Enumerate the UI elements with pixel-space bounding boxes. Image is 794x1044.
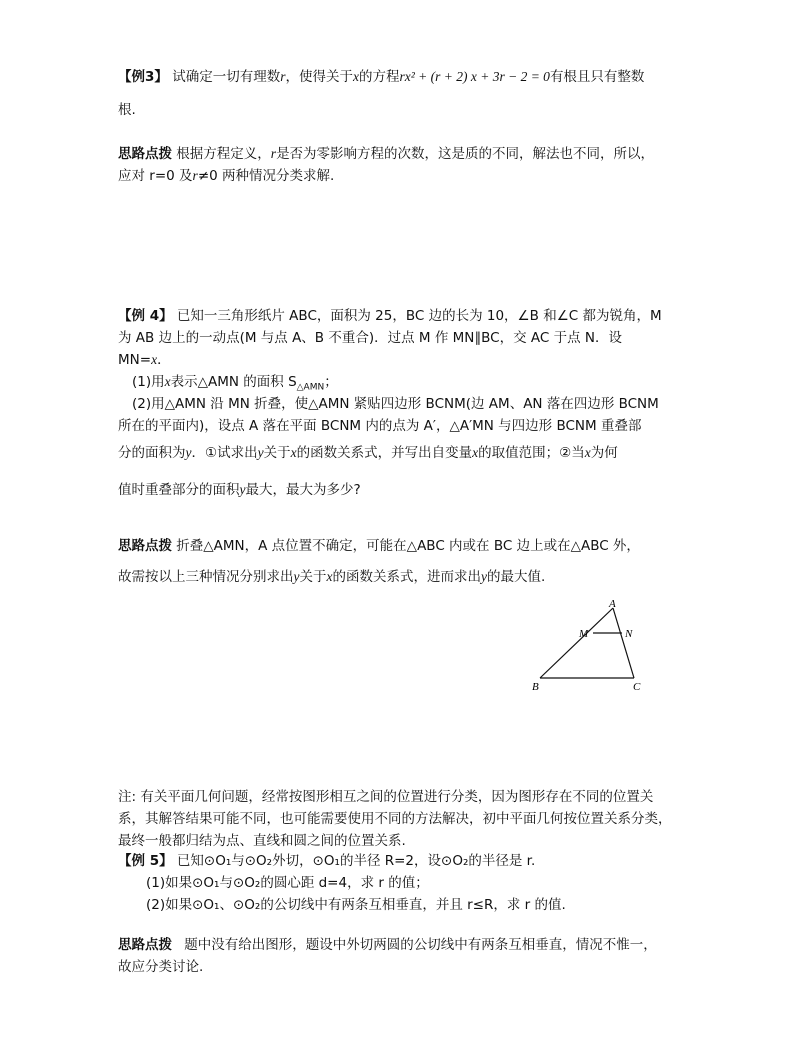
example-3-line-2 [118,99,678,121]
hint-5-line-2 [118,956,678,978]
label-b: B [532,681,539,693]
text: 已知⊙O₁与⊙O₂外切，⊙O₁的半径 R=2，设⊙O₂的半径是 r. [176,853,536,869]
var: y [239,482,246,497]
example-5-q1 [146,872,706,894]
text: 故需按以上三种情况分别求出 [118,569,294,585]
var: x [326,569,333,584]
text: 值时重叠部分的面积 [118,482,240,498]
side-ab [540,608,613,678]
var: y [257,445,264,460]
text: 根. [118,102,136,118]
var: x [352,69,359,84]
hint-5-label: 思路点拨 [118,937,172,953]
note-line-3 [118,830,678,852]
hint-3-line-2 [118,165,678,187]
note-line-1 [118,786,678,808]
text: 已知一三角形纸片 ABC，面积为 25，BC 边的长为 10，∠B 和∠C 都为锐角，M [176,308,662,324]
text: MN= [118,352,152,368]
example-5-line-1 [118,850,678,872]
var: r [280,69,286,84]
var: y [481,569,487,584]
hint-3-line-1 [118,143,678,165]
text: 的方程 [358,69,400,85]
example-4-tag: 【例 4】 [118,308,173,324]
hint-4-line-2 [118,566,678,588]
label-n: N [625,628,633,640]
text: 最终一般都归结为点、直线和圆之间的位置关系. [118,833,406,849]
text: (2)如果⊙O₁、⊙O₂的公切线中有两条互相垂直，并且 r≤R，求 r 的值. [146,897,566,913]
text: 关于 [299,569,327,585]
text: 题中没有给出图形，题设中外切两圆的公切线中有两条互相垂直，情况不惟一， [184,937,657,953]
example-4-q2-line-2 [118,415,678,437]
hint-4-line-1 [118,535,678,557]
text: 分的面积为 [118,445,186,461]
text: 的函数关系式，并写出自变量 [296,445,473,461]
var: y [293,569,300,584]
text: ≠0 两种情况分类求解. [197,168,335,184]
text: 表示△AMN 的面积 S [170,374,297,390]
text: 的最大值. [487,569,546,585]
example-3-line-1 [118,66,678,88]
example-4-q2-line-1 [132,393,692,415]
text: 最大，最大为多少? [245,482,361,498]
hint-4-label: 思路点拨 [118,538,172,554]
text: 的取值范围；②当 [478,445,585,461]
var: x [151,352,158,367]
label-a: A [609,598,616,610]
var: x [584,445,591,460]
var: x [290,445,297,460]
note-line-2 [118,808,678,830]
text: 故应分类讨论. [118,959,204,975]
text: 系，其解答结果可能不同，也可能需要使用不同的方法解决，初中平面几何按位置关系分类， [118,811,672,827]
text: ．①试求出 [191,445,258,461]
text: ； [324,374,338,390]
var: x [164,374,171,389]
text: (1)用 [132,374,165,390]
example-4-q2-line-4 [118,479,678,501]
text: 为何 [590,445,618,461]
var: r [270,146,277,161]
text: 折叠△AMN，A 点位置不确定，可能在△ABC 内或在 BC 边上或在△ABC 外， [176,538,640,554]
text: 应对 r=0 及 [118,168,193,184]
hint-5-line-1 [118,934,678,956]
text: 是否为零影响方程的次数，这是质的不同，解法也不同，所以， [276,146,655,162]
example-4-line-2 [118,327,678,349]
var: r [192,168,198,183]
side-ac [613,608,634,678]
text: (2)用△AMN 沿 MN 折叠，使△AMN 紧贴四边形 BCNM(边 AM、AN 落在四边形 BCNM [132,396,659,412]
example-4-line-1 [118,305,678,327]
label-m: M [579,628,589,640]
text: 根据方程定义， [176,146,271,162]
text: ． [157,352,171,368]
text: 为 AB 边上的一动点(M 与点 A、B 不重合)．过点 M 作 MN∥BC，交 AC 于点 N．设 [118,330,622,346]
text: 试确定一切有理数 [172,69,281,85]
subscript: △AMN [296,382,325,393]
example-5-tag: 【例 5】 [118,853,173,869]
text: 有根且只有整数 [549,69,645,85]
example-5-q2 [146,894,706,916]
text: 关于 [263,445,291,461]
example-4-line-3 [118,349,678,371]
text: (1)如果⊙O₁与⊙O₂的圆心距 d=4，求 r 的值； [146,875,429,891]
example-3-tag: 【例3】 [118,69,168,85]
text: 所在的平面内)，设点 A 落在平面 BCNM 内的点为 A′，△A′MN 与四边形 BCNM 重叠部 [118,418,642,434]
text: ，使得关于 [285,69,353,85]
var: x [472,445,479,460]
var: y [185,445,192,460]
text: 的函数关系式，进而求出 [332,569,481,585]
label-c: C [633,681,641,693]
equation: rx² + (r + 2) x + 3r − 2 = 0 [399,69,550,84]
text: 注: 有关平面几何问题，经常按图形相互之间的位置进行分类，因为图形存在不同的位置关 [118,789,654,805]
hint-3-label: 思路点拨 [118,146,172,162]
triangle-figure [520,596,660,696]
example-4-q2-line-3 [118,442,678,464]
